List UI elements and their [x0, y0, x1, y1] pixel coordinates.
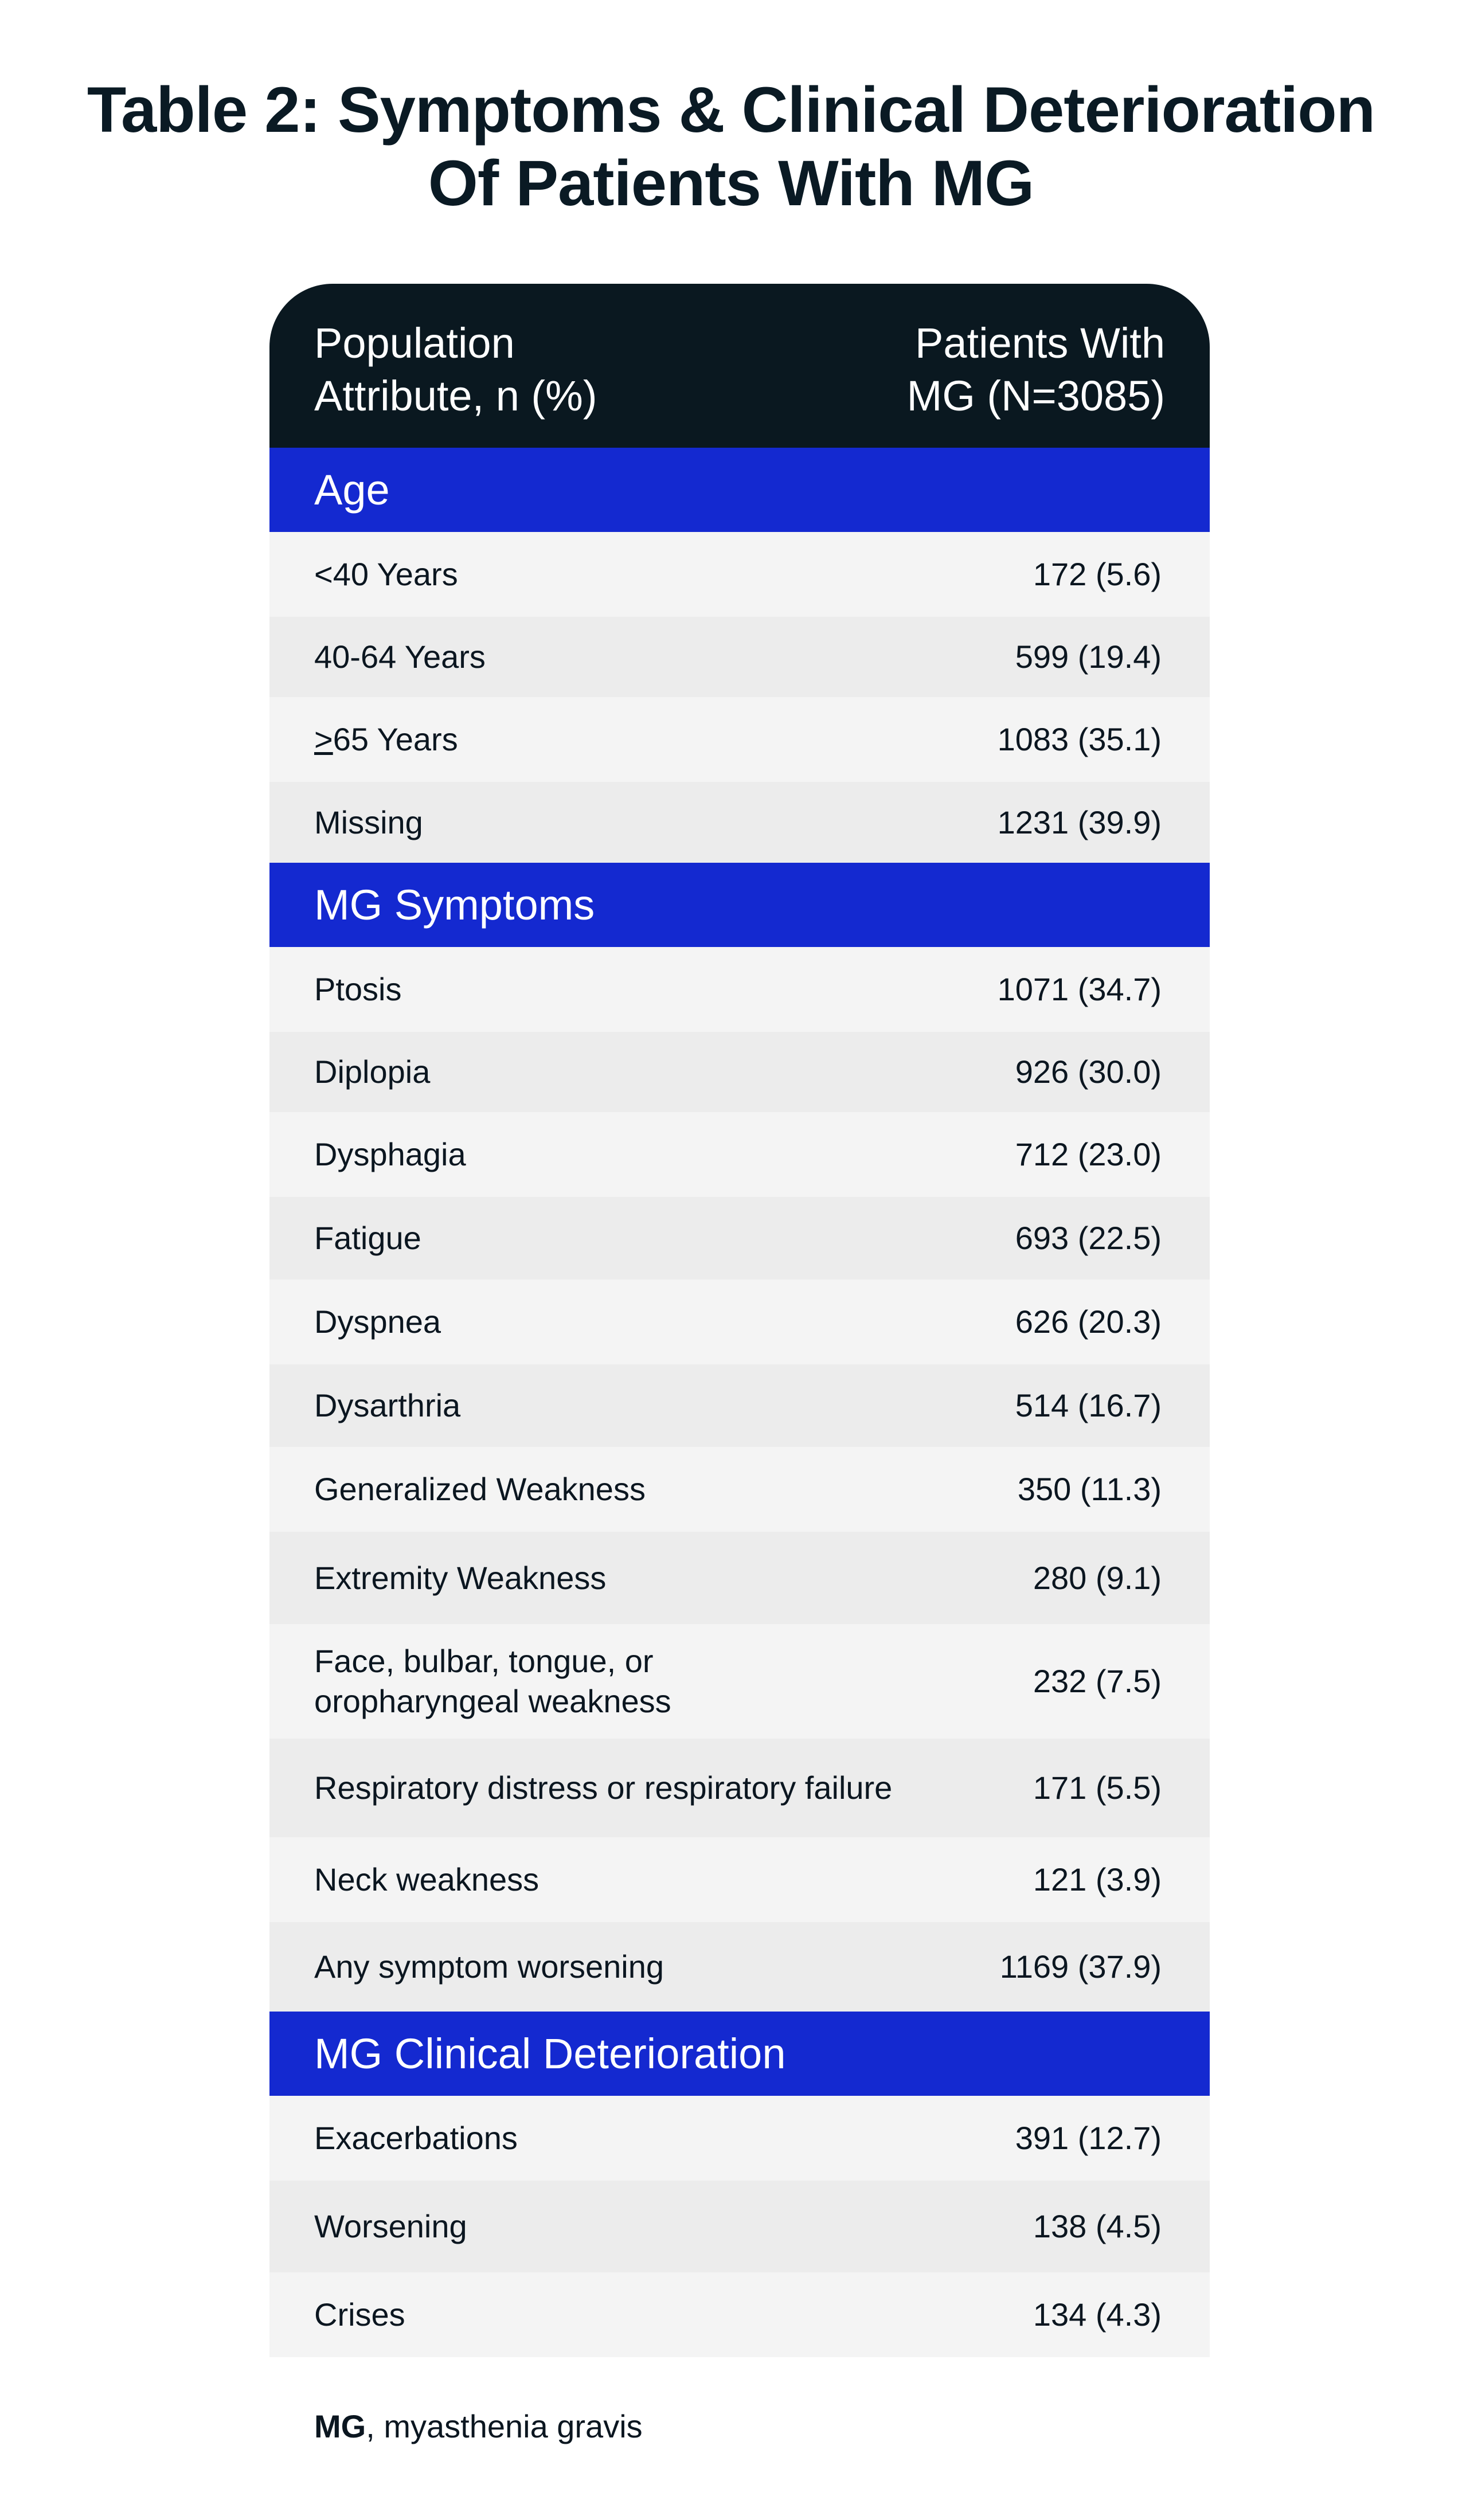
table-row: [269, 1447, 1210, 1532]
table-row: [269, 1532, 1210, 1624]
row-value: 280 (9.1): [1033, 1559, 1162, 1596]
row-label: 40-64 Years: [314, 639, 486, 675]
title-line-1: Table 2: Symptoms & Clinical Deterioration: [87, 74, 1375, 146]
table-row: [269, 782, 1210, 863]
row-label: Generalized Weakness: [314, 1471, 646, 1507]
table-row: [269, 2181, 1210, 2272]
section-mg-clinical-deterioration: MG Clinical Deterioration: [269, 2012, 1210, 2096]
table-row: [269, 617, 1210, 697]
row-label: Neck weakness: [314, 1861, 540, 1897]
table-row: [269, 1922, 1210, 2012]
table-row: [269, 1112, 1210, 1197]
row-value: 1083 (35.1): [997, 721, 1162, 757]
header-patients-with-mg: Patients With MG (N=3085): [906, 319, 1165, 420]
row-value: 171 (5.5): [1033, 1770, 1162, 1806]
row-label: Any symptom worsening: [314, 1948, 664, 1985]
title-line-2: Of Patients With MG: [428, 147, 1034, 219]
row-value: 1231 (39.9): [997, 804, 1162, 840]
row-label: Extremity Weakness: [314, 1559, 607, 1596]
row-label: Fatigue: [314, 1220, 421, 1256]
row-value: 514 (16.7): [1015, 1387, 1162, 1423]
row-value: 693 (22.5): [1015, 1220, 1162, 1256]
row-value: 350 (11.3): [1017, 1471, 1162, 1507]
table-row: [269, 532, 1210, 617]
header-population-attribute: Population Attribute, n (%): [314, 319, 597, 420]
row-value: 232 (7.5): [1033, 1663, 1162, 1699]
row-value: 1169 (37.9): [999, 1948, 1162, 1985]
row-value: 1071 (34.7): [997, 971, 1162, 1007]
row-label: Face, bulbar, tongue, or oropharyngeal weakness: [314, 1643, 671, 1719]
footnote: [314, 2408, 643, 2445]
row-label: Dysarthria: [314, 1387, 461, 1423]
table-row: [269, 1837, 1210, 1922]
table-row: [269, 1197, 1210, 1279]
row-value: 391 (12.7): [1015, 2120, 1162, 2156]
greater-equal-symbol: >: [314, 721, 333, 757]
row-label: Crises: [314, 2296, 405, 2333]
row-label: Ptosis: [314, 971, 402, 1007]
table-row: [269, 1364, 1210, 1447]
table-row: [269, 697, 1210, 782]
row-value: 599 (19.4): [1015, 639, 1162, 675]
section-age: Age: [269, 448, 1210, 532]
row-label: [314, 719, 458, 760]
row-value: 626 (20.3): [1015, 1304, 1162, 1340]
table-row: [269, 1032, 1210, 1112]
footnote-abbreviation: MG: [314, 2408, 366, 2444]
row-label: Dysphagia: [314, 1136, 466, 1172]
row-value: 172 (5.6): [1033, 556, 1162, 592]
row-label: Respiratory distress or respiratory failure: [314, 1770, 893, 1806]
row-label: Diplopia: [314, 1054, 431, 1090]
table-row: [269, 2096, 1210, 2181]
table-header: [269, 284, 1210, 448]
section-mg-symptoms: MG Symptoms: [269, 863, 1210, 947]
row-value: 712 (23.0): [1015, 1136, 1162, 1172]
table-row: [269, 2272, 1210, 2357]
table-row: [269, 1739, 1210, 1837]
row-label: <40 Years: [314, 556, 458, 592]
table-row: [269, 1624, 1210, 1739]
row-value: 134 (4.3): [1033, 2296, 1162, 2333]
row-value: 138 (4.5): [1033, 2208, 1162, 2244]
row-label: Dyspnea: [314, 1304, 441, 1340]
data-table: [269, 284, 1210, 2357]
table-row: [269, 1279, 1210, 1364]
row-label: Worsening: [314, 2208, 467, 2244]
table-row: [269, 947, 1210, 1032]
row-label-text: 65 Years: [333, 721, 458, 757]
row-label: Exacerbations: [314, 2120, 518, 2156]
page-title: [0, 73, 1462, 220]
row-label: Missing: [314, 804, 423, 840]
footnote-definition: , myasthenia gravis: [366, 2408, 643, 2444]
row-value: 121 (3.9): [1033, 1861, 1162, 1897]
row-value: 926 (30.0): [1015, 1054, 1162, 1090]
